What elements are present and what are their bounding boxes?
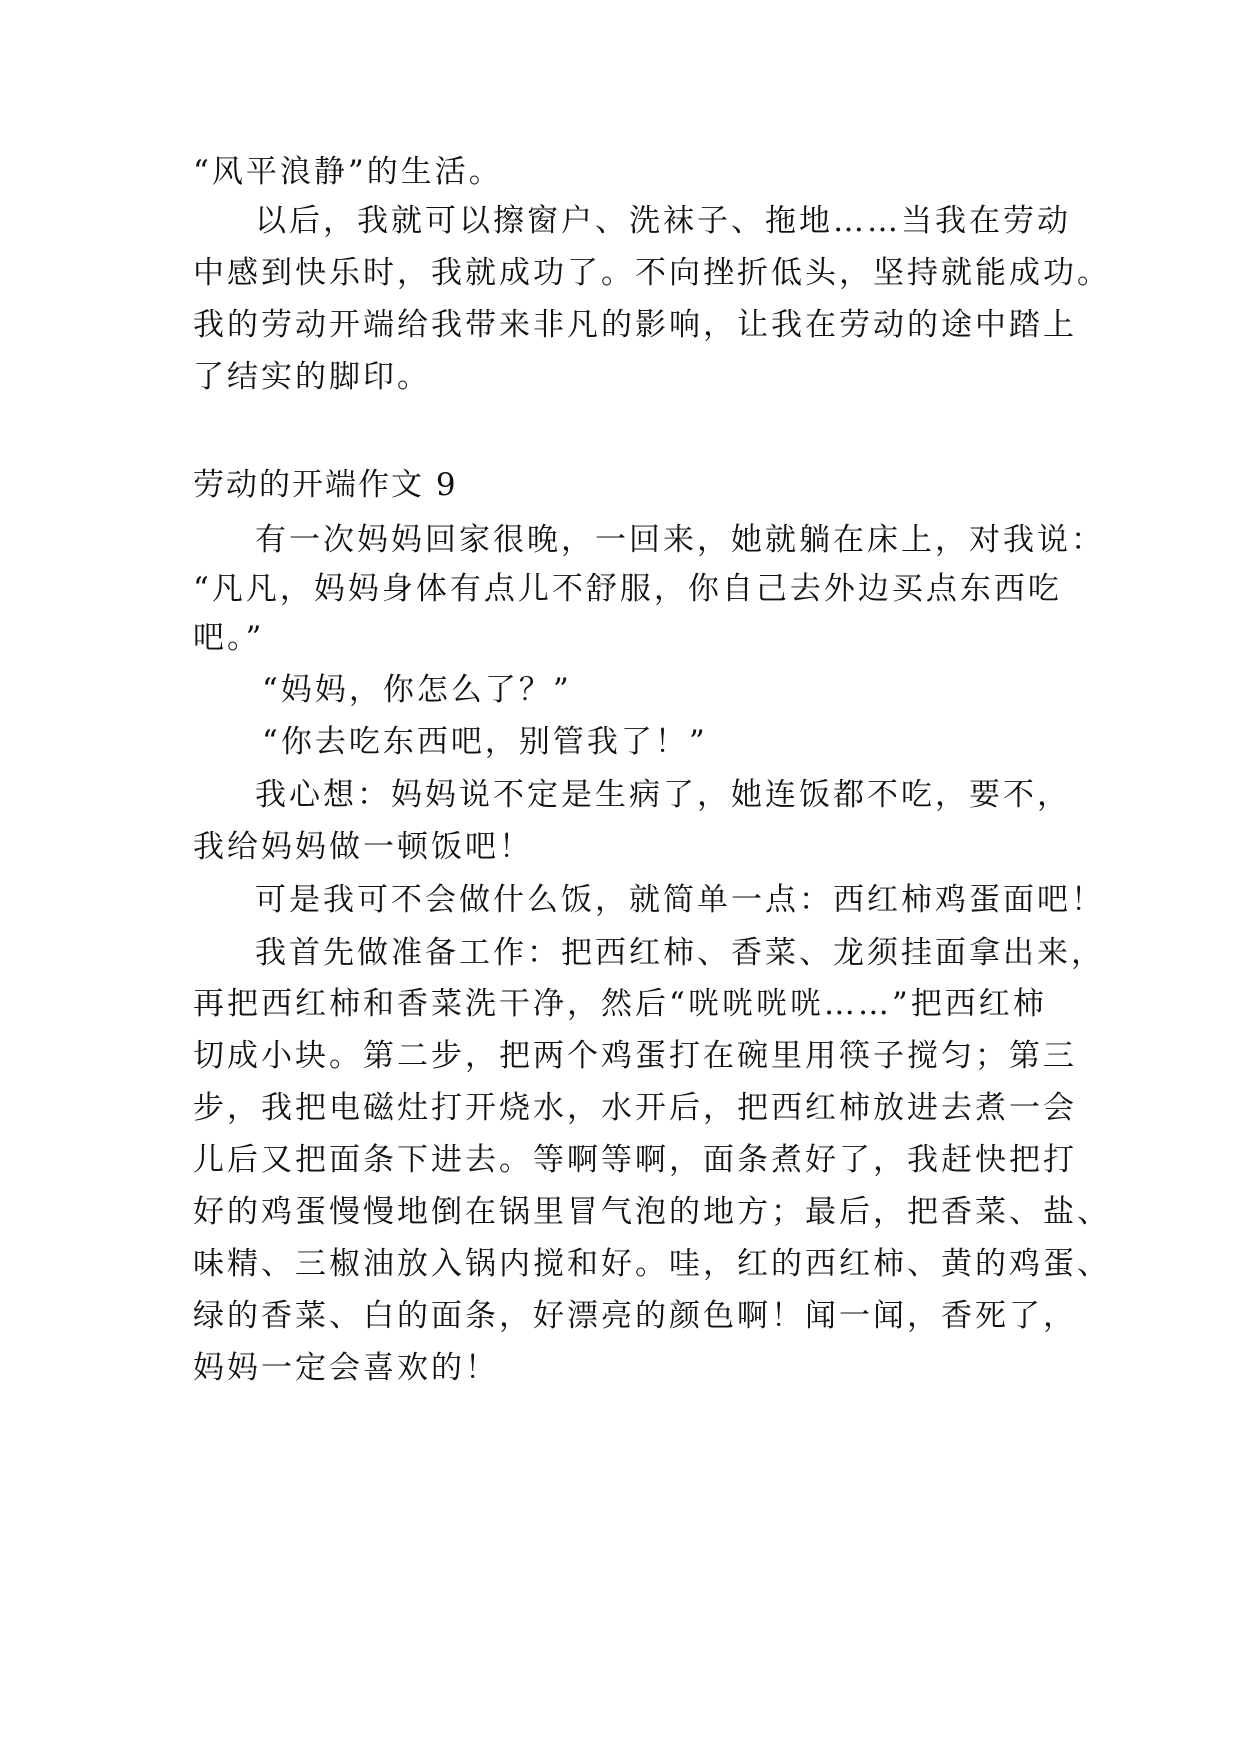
text-line: 吧。”	[193, 620, 265, 656]
text-line: 妈妈一定会喜欢的！	[193, 1350, 499, 1386]
text-line: 我给妈妈做一顿饭吧！	[193, 829, 533, 865]
text-line: 切成小块。第二步，把两个鸡蛋打在碗里用筷子搅匀；第三	[193, 1038, 1077, 1074]
text-line: 儿后又把面条下进去。等啊等啊，面条煮好了，我赶快把打	[193, 1142, 1077, 1178]
dialogue-line: “妈妈，你怎么了？”	[262, 672, 572, 708]
text-line: 步，我把电磁灶打开烧水，水开后，把西红柿放进去煮一会	[193, 1090, 1077, 1126]
paragraph-first-line: 我心想：妈妈说不定是生病了，她连饭都不吃，要不，	[255, 777, 1071, 813]
dialogue-line: “你去吃东西吧，别管我了！”	[262, 724, 708, 760]
text-line: 了结实的脚印。	[193, 359, 431, 395]
paragraph-first-line: 以后，我就可以擦窗户、洗袜子、拖地……当我在劳动	[255, 203, 1071, 239]
text-line: 绿的香菜、白的面条，好漂亮的颜色啊！闻一闻，香死了，	[193, 1298, 1077, 1334]
text-line: “凡凡，妈妈身体有点儿不舒服，你自己去外边买点东西吃	[193, 571, 1062, 607]
text-line: 好的鸡蛋慢慢地倒在锅里冒气泡的地方；最后，把香菜、盐、	[193, 1194, 1111, 1230]
text-line: 我的劳动开端给我带来非凡的影响，让我在劳动的途中踏上	[193, 307, 1077, 343]
text-line: 再把西红柿和香菜洗干净，然后“咣咣咣咣……”把西红柿	[193, 986, 1047, 1022]
paragraph-first-line: 可是我可不会做什么饭，就简单一点：西红柿鸡蛋面吧！	[255, 882, 1105, 918]
section-title: 劳动的开端作文 9	[193, 467, 458, 503]
text-line: “风平浪静”的生活。	[193, 154, 503, 190]
text-line: 味精、三椒油放入锅内搅和好。哇，红的西红柿、黄的鸡蛋、	[193, 1246, 1111, 1282]
paragraph-first-line: 我首先做准备工作：把西红柿、香菜、龙须挂面拿出来，	[255, 935, 1105, 971]
text-line: 中感到快乐时，我就成功了。不向挫折低头，坚持就能成功。	[193, 255, 1111, 291]
paragraph-first-line: 有一次妈妈回家很晚，一回来，她就躺在床上，对我说：	[255, 522, 1105, 558]
